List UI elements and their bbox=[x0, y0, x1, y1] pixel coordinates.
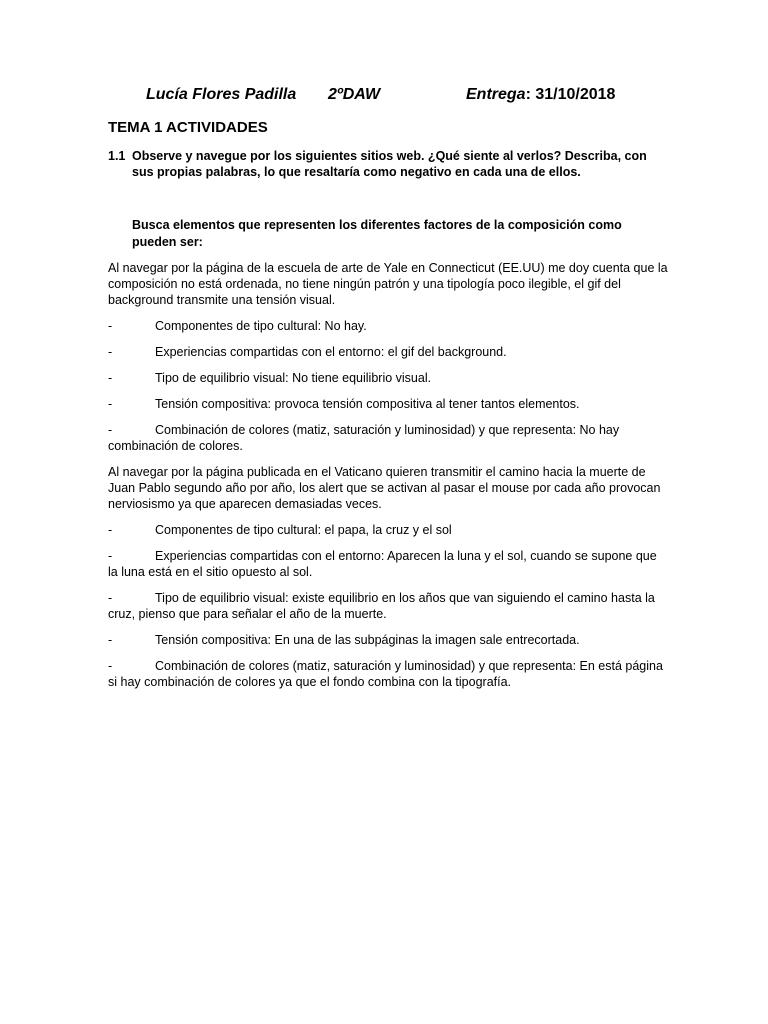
bullet-text: Combinación de colores (matiz, saturación y luminosidad) y que representa: En está página si hay combinación de colores ya que el fondo combina con la tipografía. bbox=[108, 659, 663, 689]
due-date bbox=[466, 86, 615, 104]
question-text: Observe y navegue por los siguientes sitios web. ¿Qué siente al verlos? Describa, con sus propias palabras, lo que resaltaría como negativo en cada una de ellos. bbox=[132, 149, 647, 179]
bullet-marker: - bbox=[108, 397, 113, 411]
bullet-item bbox=[108, 318, 668, 334]
due-label: Entrega bbox=[466, 86, 526, 103]
bullet-item bbox=[108, 396, 668, 412]
document-title: TEMA 1 ACTIVIDADES bbox=[108, 119, 268, 136]
document-page bbox=[108, 86, 668, 690]
bullet-marker: - bbox=[108, 591, 113, 605]
question bbox=[108, 148, 668, 180]
bullet-text: Tipo de equilibrio visual: No tiene equilibrio visual. bbox=[155, 371, 432, 385]
bullet-marker: - bbox=[108, 633, 113, 647]
bullet-text: Componentes de tipo cultural: No hay. bbox=[155, 319, 367, 333]
bullet-marker: - bbox=[108, 423, 113, 437]
bullet-text: Experiencias compartidas con el entorno: Aparecen la luna y el sol, cuando se supone que la luna está en el sitio opuesto al sol. bbox=[108, 549, 657, 579]
bullet-text: Tipo de equilibrio visual: existe equilibrio en los años que van siguiendo el camino hasta la cruz, pienso que para señalar el año de la muerte. bbox=[108, 591, 655, 621]
bullet-item bbox=[108, 658, 668, 690]
bullet-item bbox=[108, 344, 668, 360]
student-name: Lucía Flores Padilla bbox=[146, 86, 297, 103]
subheading: Busca elementos que representen los diferentes factores de la composición como pueden ser: bbox=[132, 218, 622, 249]
bullet-marker: - bbox=[108, 659, 113, 673]
answer-body bbox=[108, 260, 668, 690]
bullet-item bbox=[108, 632, 668, 648]
bullet-item bbox=[108, 548, 668, 580]
due-date-value: : 31/10/2018 bbox=[525, 86, 616, 103]
question-number: 1.1 bbox=[108, 149, 126, 163]
course-label: 2ºDAW bbox=[328, 86, 381, 103]
bullet-marker: - bbox=[108, 345, 113, 359]
bullet-item bbox=[108, 370, 668, 386]
bullet-text: Tensión compositiva: En una de las subpáginas la imagen sale entrecortada. bbox=[155, 633, 580, 647]
bullet-marker: - bbox=[108, 523, 113, 537]
bullet-item bbox=[108, 590, 668, 622]
bullet-marker: - bbox=[108, 319, 113, 333]
bullet-text: Experiencias compartidas con el entorno: el gif del background. bbox=[155, 345, 507, 359]
document-header bbox=[108, 86, 668, 108]
bullet-marker: - bbox=[108, 371, 113, 385]
bullet-item bbox=[108, 522, 668, 538]
bullet-text: Componentes de tipo cultural: el papa, la cruz y el sol bbox=[155, 523, 452, 537]
bullet-text: Tensión compositiva: provoca tensión compositiva al tener tantos elementos. bbox=[155, 397, 580, 411]
bullet-text: Combinación de colores (matiz, saturación y luminosidad) y que representa: No hay combinación de colores. bbox=[108, 423, 620, 453]
bullet-item bbox=[108, 422, 668, 454]
paragraph: Al navegar por la página publicada en el Vaticano quieren transmitir el camino hacia la muerte de Juan Pablo segundo año por año, los alert que se activan al pasar el mouse por cada año provocan nerviosismo ya que aparecen demasiadas veces. bbox=[108, 465, 661, 511]
bullet-marker: - bbox=[108, 549, 113, 563]
paragraph: Al navegar por la página de la escuela de arte de Yale en Connecticut (EE.UU) me doy cuenta que la composición no está ordenada, no tiene ningún patrón y una tipología poco ilegible, el gif del background transmite una tensión visual. bbox=[108, 261, 668, 307]
